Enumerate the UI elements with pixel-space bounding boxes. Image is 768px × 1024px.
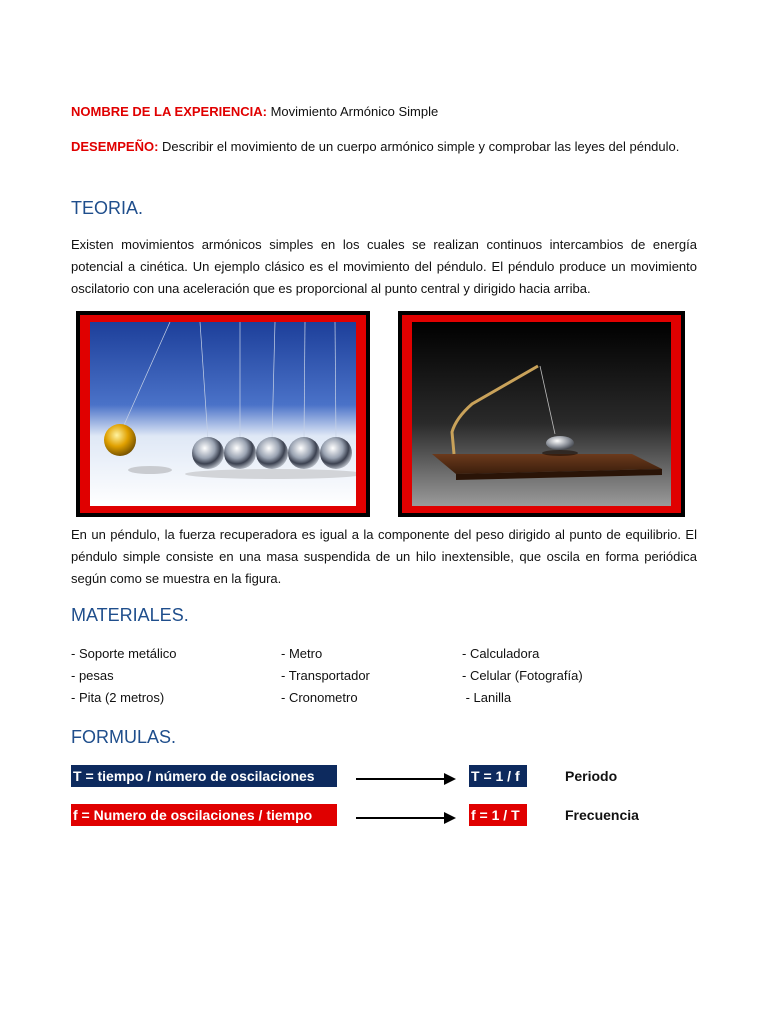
materiales-heading: MATERIALES. <box>71 605 189 625</box>
frequency-formula: f = 1 / T <box>469 804 527 826</box>
material-item: - Calculadora <box>462 646 540 661</box>
material-item: - Celular (Fotografía) <box>462 668 583 683</box>
experience-label: NOMBRE DE LA EXPERIENCIA: <box>71 104 267 119</box>
materials-column-1 <box>71 643 177 709</box>
newtons-cradle-image <box>90 322 356 506</box>
teoria-heading: TEORIA. <box>71 198 144 218</box>
goal-label: DESEMPEÑO: <box>71 139 159 154</box>
newtons-cradle-figure <box>76 311 370 517</box>
materials-column-3 <box>462 643 583 709</box>
goal-value: Describir el movimiento de un cuerpo armónico simple y comprobar las leyes del péndulo. <box>158 139 680 154</box>
materials-column-2 <box>281 643 370 709</box>
frequency-name: Frecuencia <box>565 807 639 823</box>
formulas-heading: FORMULAS. <box>71 727 177 747</box>
theory-paragraph: Existen movimientos armónicos simples en los cuales se realizan continuos intercambios de energía potencial a cinética. Un ejemplo clásico es el movimiento del péndulo. El péndulo produce un movimiento oscilatorio con una aceleración que es proporcional al punto central y dirigido hacia arriba. <box>71 237 697 296</box>
material-item: - Cronometro <box>281 690 358 705</box>
material-item: - Metro <box>281 646 323 661</box>
material-item: - Soporte metálico <box>71 646 177 661</box>
formula-row-frequency <box>71 804 697 826</box>
experience-title-line <box>71 101 438 123</box>
pendulum-paragraph: En un péndulo, la fuerza recuperadora es igual a la componente del peso dirigido al punto de equilibrio. El péndulo simple consiste en una masa suspendida de un hilo inextensible, que oscila en forma periódica según como se muestra en la figura. <box>71 527 697 586</box>
formula-row-period <box>71 765 697 787</box>
arrow-right-icon <box>356 768 456 786</box>
material-item: - Transportador <box>281 668 370 683</box>
period-definition: T = tiempo / número de oscilaciones <box>71 765 337 787</box>
frequency-definition: f = Numero de oscilaciones / tiempo <box>71 804 337 826</box>
period-name: Periodo <box>565 768 618 784</box>
material-item: - Pita (2 metros) <box>71 690 165 705</box>
material-item: - pesas <box>71 668 114 683</box>
material-item: - Lanilla <box>462 690 512 705</box>
simple-pendulum-figure <box>398 311 685 517</box>
simple-pendulum-image <box>412 322 671 506</box>
period-formula: T = 1 / f <box>469 765 527 787</box>
experience-value: Movimiento Armónico Simple <box>266 104 439 119</box>
goal-line <box>71 136 697 158</box>
arrow-right-icon <box>356 807 456 825</box>
